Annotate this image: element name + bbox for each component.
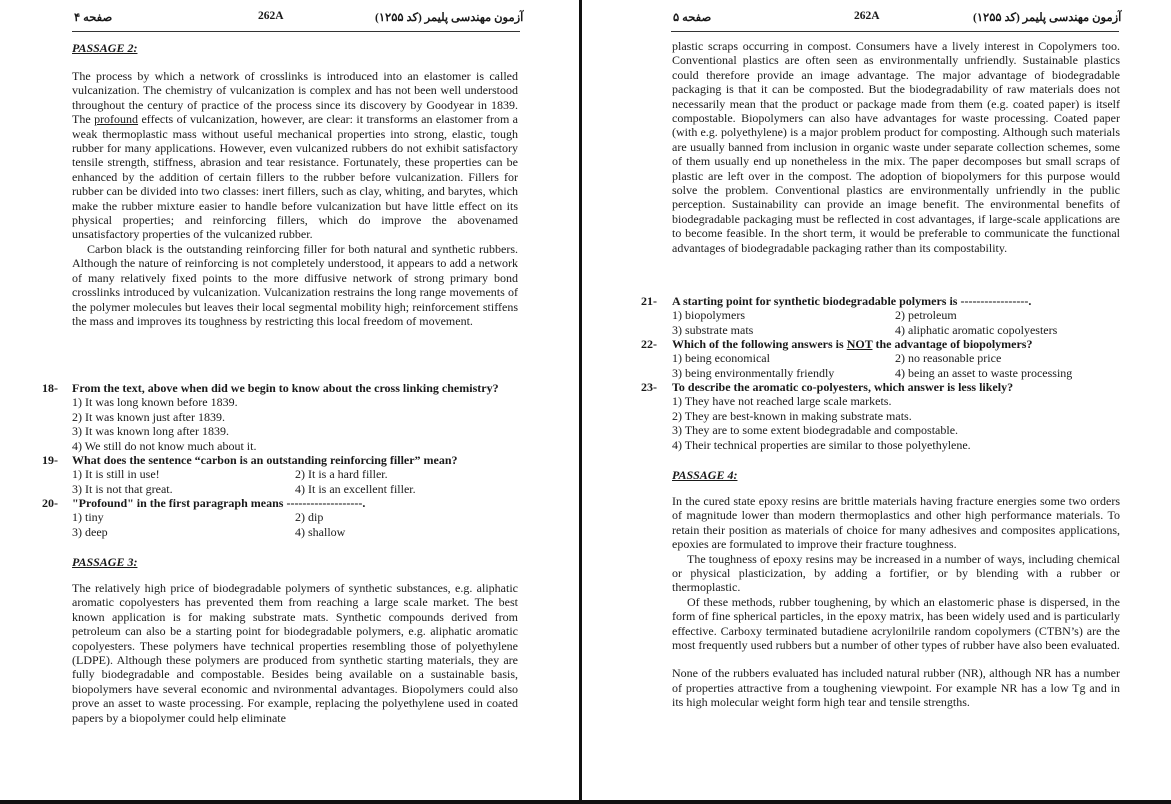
bottom-rule	[0, 800, 1171, 804]
option-2[interactable]: 2) petroleum	[895, 308, 957, 323]
underlined-word: profound	[94, 112, 139, 127]
passage-4-paragraph-3: Of these methods, rubber toughening, by which an elastomeric phase is dispersed, in the form of fine spherical particles, in the epoxy matrix, has been widely used and is particularly effective. Carboxy terminated butadiene acrylonilrile random copolymers (CTBN’s) are the most frequently used rubbers but a number of other types of rubber have also been evaluated.	[672, 594, 1120, 653]
page-number: صفحه ۴	[74, 12, 113, 24]
passage-3-paragraph-continued: plastic scraps occurring in compost. Consumers have a lively interest in Copolymers too. Conventional plastics are often seen as environmentally unfriendly. Sustainable plastics could therefore provide an image advantage. The major advantage of biodegradable packaging is that it can be composted. But the biodegradability of raw materials does not necessarily mean that the product or package made from them (e.g. coated paper) is itself compostable. Biopolymers can also have advantages for waste processing. Coated paper (with e.g. polyethylene) is a major problem product for composting. Although such materials are usually banned from inclusion in organic waste under separate collection schemes, some of them usually end up nonetheless in the mix. The paper decomposes but small scraps of plastic are left over in the compost. The adoption of biopolymers for this purpose would solve the problem. Conventional plastics are environmentally unfriendly in the public perception. Sustainability can provide an image benefit. The environmental benefits of biodegradable packaging must be reflected in cost advantages, if large-scale applications are to become feasible. In the short term, it would be preferable to communicate the functional advantages of biodegradable packaging rather than its compostability.	[672, 39, 1120, 255]
option-2[interactable]: 2) They are best-known in making substrate mats.	[672, 408, 912, 423]
option-2[interactable]: 2) It is a hard filler.	[295, 467, 388, 482]
question-stem: Which of the following answers is NOT the advantage of biopolymers?	[672, 337, 1033, 351]
option-2[interactable]: 2) It was known just after 1839.	[72, 409, 225, 424]
question-stem: What does the sentence “carbon is an outstanding reinforcing filler” mean?	[72, 453, 458, 467]
question-23	[641, 380, 1120, 452]
passage-4-title: PASSAGE 4:	[672, 468, 738, 482]
header-rule	[72, 31, 520, 32]
option-3[interactable]: 3) They are to some extent biodegradable and compostable.	[672, 423, 959, 438]
passage-2-title: PASSAGE 2:	[72, 41, 138, 55]
option-1[interactable]: 1) being economical	[672, 351, 770, 366]
emphasis-not: NOT	[846, 337, 873, 351]
passage-4-paragraph-4: None of the rubbers evaluated has included natural rubber (NR), although NR has a number of properties attractive from a toughening viewpoint. For example NR has a low Tg and in its high molecular weight form high tear and tensile strengths.	[672, 666, 1120, 710]
option-1[interactable]: 1) It is still in use!	[72, 467, 160, 482]
page-number: صفحه ۵	[673, 12, 712, 24]
passage-2-body	[72, 69, 518, 328]
question-number: 19-	[42, 453, 58, 467]
page-divider	[579, 0, 582, 804]
question-number: 21-	[641, 294, 657, 308]
exam-title: آزمون مهندسی پلیمر (کد ۱۲۵۵)	[973, 12, 1122, 24]
option-3[interactable]: 3) deep	[72, 524, 108, 539]
passage-4-body	[672, 494, 1120, 710]
question-22	[641, 337, 1120, 380]
option-4[interactable]: 4) Their technical properties are similar to those polyethylene.	[672, 437, 971, 452]
question-number: 23-	[641, 380, 657, 394]
option-4[interactable]: 4) It is an excellent filler.	[295, 481, 416, 496]
option-4[interactable]: 4) being an asset to waste processing	[895, 365, 1073, 380]
question-number: 18-	[42, 381, 58, 395]
option-3[interactable]: 3) substrate mats	[672, 322, 754, 337]
question-number: 22-	[641, 337, 657, 351]
header-rule	[671, 31, 1119, 32]
option-1[interactable]: 1) biopolymers	[672, 308, 745, 323]
option-4[interactable]: 4) We still do not know much about it.	[72, 438, 257, 453]
left-page	[0, 0, 579, 804]
passage-3-continued	[672, 39, 1120, 255]
option-3[interactable]: 3) It was known long after 1839.	[72, 424, 229, 439]
option-1[interactable]: 1) It was long known before 1839.	[72, 395, 238, 410]
passage-4-paragraph-1: In the cured state epoxy resins are brittle materials having fracture energies some two orders of magnitude lower than modern thermoplastics and other high performance materials. To retain their position as materials of choice for many adhesives and composites applications, epoxies are formulated to improve their fracture toughness.	[672, 494, 1120, 552]
exam-code: 262A	[854, 10, 880, 22]
question-stem: A starting point for synthetic biodegradable polymers is -----------------.	[672, 294, 1032, 308]
passage-3-body	[72, 581, 518, 725]
passage-3-paragraph-1: The relatively high price of biodegradable polymers of synthetic substances, e.g. aliphatic aromatic copolyesters has prevented them from reaching a large scale market. The best known application is for making substrate mats. Synthetic compounds derived from petroleum can also be a starting point for biodegradable polymers, e.g. aliphatic aromatic copolyesters. These polymers have technical properties resembling those of polyethylene (LDPE). Although these polymers are produced from synthetic starting materials, they are fully biodegradable and compostable. Besides being available on a sustainable basis, biopolymers have several economic and nvironmental advantages. Biopolymers could also prove an asset to waste processing. For example, replacing the polyethylene used in coated papers by a biopolymer could help eliminate	[72, 581, 518, 725]
option-1[interactable]: 1) They have not reached large scale markets.	[672, 394, 892, 409]
option-4[interactable]: 4) shallow	[295, 524, 346, 539]
option-3[interactable]: 3) being environmentally friendly	[672, 365, 835, 380]
passage-2-paragraph-2: Carbon black is the outstanding reinforcing filler for both natural and synthetic rubbers. Although the nature of reinforcing is not completely understood, it appears to add a network of many relatively fixed points to the more diffusive network of strong primary bond crosslinks introduced by vulcanization. Vulcanization restrains the long range movements of the polymer molecules but leaves their local segmental mobility high; reinforcement stiffens the mass and improves its toughness by restricting this local freedom of movement.	[72, 241, 518, 328]
option-4[interactable]: 4) aliphatic aromatic copolyesters	[895, 322, 1058, 337]
question-19	[42, 453, 520, 496]
question-20	[42, 496, 520, 539]
exam-title: آزمون مهندسی پلیمر (کد ۱۲۵۵)	[375, 12, 524, 24]
passage-3-title: PASSAGE 3:	[72, 555, 138, 569]
question-stem: "Profound" in the first paragraph means -------------------.	[72, 496, 366, 510]
option-2[interactable]: 2) no reasonable price	[895, 351, 1002, 366]
passage-4-paragraph-2: The toughness of epoxy resins may be increased in a number of ways, including chemical or physical plasticization, by adding a fortifier, or by blending with a rubber or thermoplastic.	[672, 551, 1120, 595]
passage-2-paragraph-1: The process by which a network of crosslinks is introduced into an elastomer is called vulcanization. The chemistry of vulcanization is complex and has not been well understood throughout the century of practice of the process since its discovery by Goodyear in 1839. The profound effects of vulcanization, however, are clear: it transforms an elastomer from a weak thermoplastic mass without useful mechanical properties into strong, elastic, tough rubber for many applications. However, even vulcanized rubbers do not exhibit satisfactory tensile strength, stiffness, abrasion and tear resistance. Fortunately, these properties can be enhanced by the addition of certain fillers to the rubber before vulcanization. Fillers for rubber can be divided into two classes: inert fillers, such as clay, whiting, and barytes, which make the rubber mixture easier to handle before vulcanization but have little effect on its physical properties; and reinforcing fillers, which do improve the abovenamed unsatisfactory properties of the vulcanized rubber.	[72, 69, 519, 242]
option-1[interactable]: 1) tiny	[72, 510, 104, 525]
question-stem: To describe the aromatic co-polyesters, which answer is less likely?	[672, 380, 1014, 394]
option-2[interactable]: 2) dip	[295, 510, 324, 525]
question-stem: From the text, above when did we begin to know about the cross linking chemistry?	[72, 381, 499, 395]
right-page	[585, 0, 1171, 804]
option-3[interactable]: 3) It is not that great.	[72, 481, 173, 496]
question-number: 20-	[42, 496, 58, 510]
question-21	[641, 294, 1120, 337]
exam-code: 262A	[258, 10, 284, 22]
question-18	[42, 381, 520, 453]
